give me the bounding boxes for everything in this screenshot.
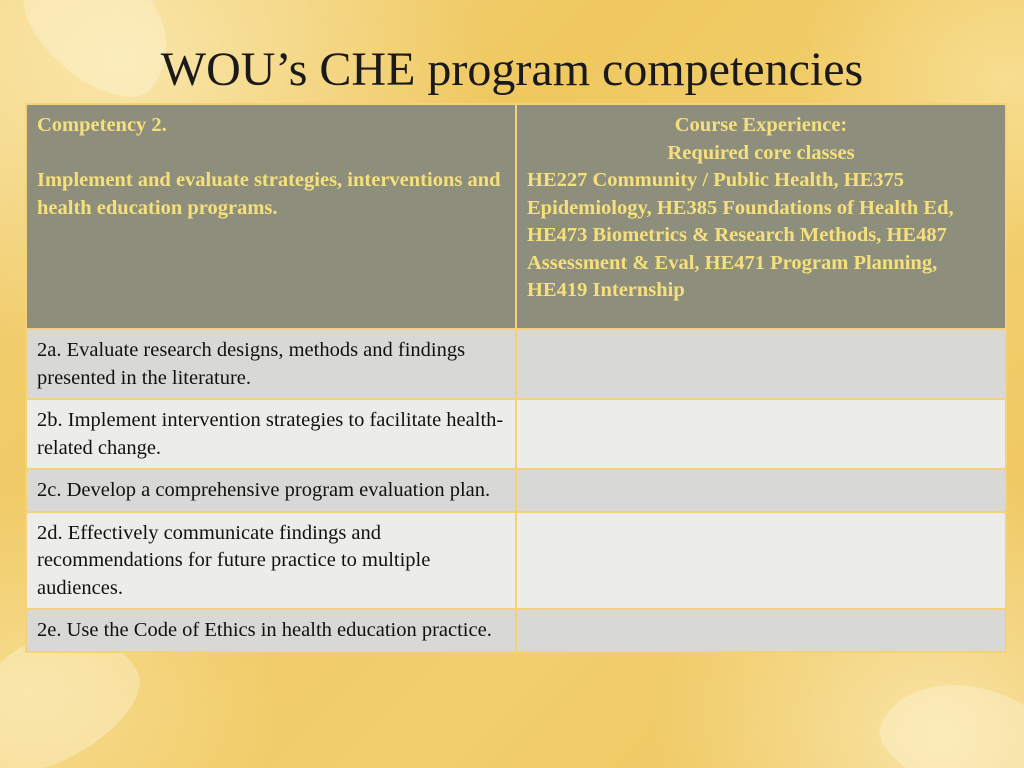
- competency-cell: 2a. Evaluate research designs, methods and findings presented in the literature.: [26, 329, 516, 399]
- decorative-petal: [867, 659, 1024, 768]
- competency-cell: 2d. Effectively communicate findings and recommendations for future practice to multiple audiences.: [26, 512, 516, 610]
- experience-cell: [516, 329, 1006, 399]
- competency-table: [25, 103, 1007, 653]
- core-classes-list: HE227 Community / Public Health, HE375 Epidemiology, HE385 Foundations of Health Ed, HE473 Biometrics & Research Methods, HE487 Assessment & Eval, HE471 Program Planning, HE419 Internship: [527, 169, 954, 301]
- experience-cell: [516, 469, 1006, 512]
- experience-cell: [516, 399, 1006, 469]
- table-row: [26, 329, 1006, 399]
- competency-description: Implement and evaluate strategies, interventions and health education programs.: [37, 169, 501, 219]
- header-cell-course-experience: [516, 104, 1006, 329]
- experience-cell: [516, 609, 1006, 652]
- competency-cell: 2c. Develop a comprehensive program evaluation plan.: [26, 469, 516, 512]
- competency-cell: 2e. Use the Code of Ethics in health education practice.: [26, 609, 516, 652]
- header-cell-competency: [26, 104, 516, 329]
- table-header-row: [26, 104, 1006, 329]
- table-row: [26, 609, 1006, 652]
- table-row: [26, 512, 1006, 610]
- slide-title: WOU’s CHE program competencies: [160, 43, 864, 96]
- core-classes-heading: Required core classes: [667, 141, 855, 164]
- table-row: [26, 469, 1006, 512]
- course-experience-heading: Course Experience:: [674, 114, 848, 136]
- table-row: [26, 399, 1006, 469]
- competency-cell: 2b. Implement intervention strategies to facilitate health-related change.: [26, 399, 516, 469]
- experience-cell: [516, 512, 1006, 610]
- competency-heading: Competency 2.: [37, 114, 167, 136]
